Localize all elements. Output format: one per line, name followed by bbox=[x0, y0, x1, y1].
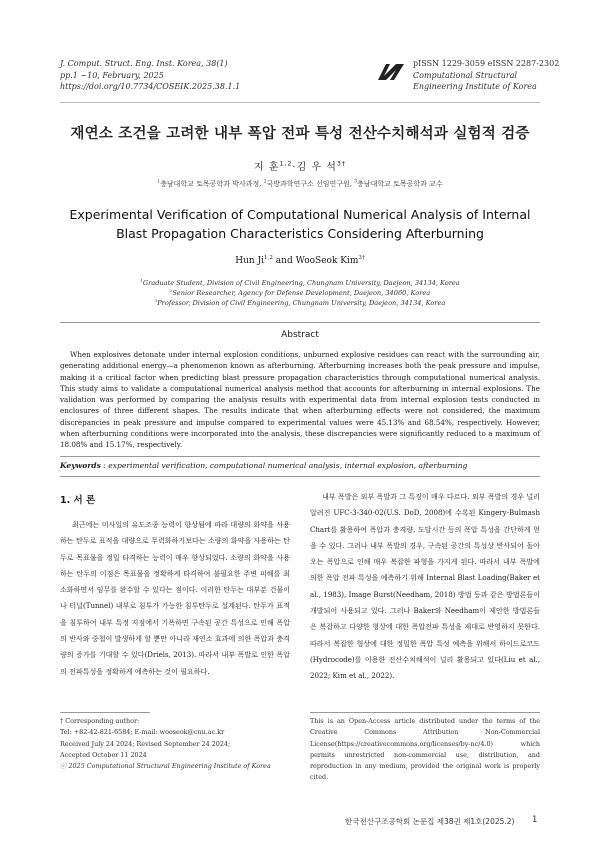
affiliation-2: $^2$Senior Researcher, Agency for Defense Development, Daejeon, 34060, Korea bbox=[169, 287, 431, 297]
contact-info: Tel: +82-42-821-6584; E-mail: wooseok@cnu.ac.kr bbox=[60, 728, 225, 737]
footnote-divider bbox=[60, 712, 150, 713]
keywords-divider-top bbox=[60, 456, 540, 457]
title-english: Experimental Verification of Computational Numerical Analysis of Internal Blast Propagation Characteristics Considering Afterburning bbox=[69, 207, 531, 241]
society-line-2: Engineering Institute of Korea bbox=[413, 82, 537, 91]
keywords-label: Keywords bbox=[60, 461, 101, 470]
society-line-1: Computational Structural bbox=[413, 70, 518, 80]
keywords: Keywords : experimental verification, computational numerical analysis, internal explosion, afterburning bbox=[60, 461, 468, 470]
abstract-heading: Abstract bbox=[281, 330, 319, 340]
society-info bbox=[413, 58, 559, 93]
abstract-divider bbox=[60, 322, 540, 323]
issn: pISSN 1229-3059 eISSN 2287-2302 bbox=[413, 59, 560, 68]
keywords-divider-bottom bbox=[60, 476, 540, 477]
affiliation-1: $^1$Graduate Student, Division of Civil Engineering, Chungnam University, Daejeon, 34134, Korea bbox=[140, 277, 460, 287]
page-number: 1 bbox=[532, 815, 538, 825]
license-notice: This is an Open-Access article distributed under the terms of the Creative Commons Attribution Non-Commercial License(https://creativecommons.org/licenses/by-nc/4.0) which permits unrestricted non-commercial use, distribution, and reproduction in any medium, provided the original work is properly cited. bbox=[310, 717, 540, 782]
authors-korean: 지 훈$^{1,2}$·김 우 석$^{3\dagger}$ bbox=[254, 160, 346, 173]
section-heading: 1. 서 론 bbox=[60, 495, 96, 506]
author-1-ko: 지 훈 bbox=[254, 162, 280, 173]
affiliation-3: $^3$Professor, Division of Civil Engineering, Chungnam University, Daejeon, 34134, Korea bbox=[154, 297, 446, 307]
body-text-left: 최근에는 미사일의 유도조종 능력이 향상됨에 따라 대량의 화약을 사용하는 탄두로 표적을 대량으로 무력화하기보다는 소량의 화약을 사용하는 탄두로 목표물을 정밀 타격하는 능력이 매우 향상되었다. 소량의 화약을 사용하는 탄두의 이점은 목표물을 정확하게 타격하여 불필요한 주변 피해를 최소화하면서 임무를 완수할 수 있다는 점이다. 이러한 탄두는 대부분 건물이나 터널(Tunnel) 내부로 침투가 가능한 침투탄두로 설계된다. 탄두가 표적을 침투하여 내부 특정 지점에서 기폭하면 구속된 공간 특성으로 인해 폭압의 반사와 중첩이 발생하게 할 뿐만 아니라 재연소 효과에 의한 폭압과 충격량의 증가를 기대할 수 있다(Driels, 2013). 따라서 내부 폭발로 인한 폭압의 전파특성을 정확하게 예측하는 것이 필요하다. bbox=[60, 520, 290, 676]
doi-link[interactable]: https://doi.org/10.7734/COSEIK.2025.38.1.1 bbox=[60, 82, 241, 91]
title-korean: 재연소 조건을 고려한 내부 폭압 전파 특성 전산수치해석과 실험적 검증 bbox=[70, 126, 530, 142]
corresponding-footnote: † Corresponding author: Tel: +82-42-821-6584; E-mail: wooseok@cnu.ac.kr Received July 24 2024; Revised September 24 2024; Accepted October 11 2024 ⓒ 2025 Computational Structural Engineering Institute of Korea bbox=[60, 716, 271, 772]
footer-journal: 한국전산구조공학회 논문집 제38권 제1호(2025.2) bbox=[345, 817, 515, 826]
author-2-ko: 김 우 석 bbox=[296, 162, 337, 173]
journal-line-2: pp.1 ~10, February, 2025 bbox=[60, 70, 164, 80]
authors-english: Hun Ji$^{1,2}$ and WooSeok Kim$^{3\dagger}$ bbox=[235, 255, 365, 266]
society-logo-icon bbox=[376, 60, 406, 82]
journal-citation bbox=[60, 58, 240, 93]
body-text-right: 내부 폭발은 외부 폭발과 그 특징이 매우 다르다. 외부 폭발의 경우 널리 알려진 UFC-3-340-02(U.S. DoD, 2008)에 수록된 Kingery-Bulmash Chart를 활용하여 폭압과 충격량, 도달시간 등의 폭압 특성을 간단하게 얻을 수 있다. 그러나 내부 폭발의 경우, 구속된 공간의 특성상 반사되어 돌아오는 폭압으로 인해 매우 복잡한 파형을 가지게 된다. 따라서 내부 폭발에 의한 폭압 전파 특성을 예측하기 위해 Internal Blast Loading(Baker et al., 1983), Image Burst(Needham, 2018) 방법 등과 같은 방법론들이 개발되어 사용되고 있다. 그러나 Baker와 Needham이 제안한 방법론들은 복잡하고 다양한 형상에 대한 폭압전파 특성을 제대로 반영하지 못한다. 따라서 복잡한 형상에 대한 정밀한 폭압 특성 예측을 위해서 하이드로코드(Hydrocode)를 이용한 전산수치해석이 널리 활용되고 있다(Liu et al., 2022; Kim et al., 2022). bbox=[310, 492, 540, 681]
header-divider bbox=[60, 102, 540, 103]
keywords-text: experimental verification, computational numerical analysis, internal explosion, afterburning bbox=[108, 461, 468, 470]
affiliations-english bbox=[40, 278, 560, 308]
license-divider bbox=[310, 712, 540, 713]
journal-line-1: J. Comput. Struct. Eng. Inst. Korea, 38(1) bbox=[60, 59, 228, 68]
affiliations-korean: $^1$충남대학교 토목공학과 박사과정, $^2$국방과학연구소 선임연구원, $^3$충남대학교 토목공학과 교수 bbox=[157, 179, 443, 188]
copyright: ⓒ 2025 Computational Structural Engineering Institute of Korea bbox=[60, 762, 271, 771]
abstract-text: When explosives detonate under internal explosion conditions, unburned explosive residues can react with the surrounding air, generating additional energy—a phenomenon known as afterburning. Afterburning increases both the peak pressure and impulse, making it a critical factor when predicting blast pressure propagation characteristics through computational numerical analysis. This study aims to validate a computational numerical analysis method that accounts for afterburning in internal explosions. The validation was performed by comparing the analysis results with experimental data from internal explosion tests conducted in enclosures of three different shapes. The results indicate that when afterburning effects were not considered, the maximum discrepancies in peak pressure and impulse compared to experimental values were 45.13% and 68.54%, respectively. However, when afterburning conditions were incorporated into the analysis, these discrepancies were significantly reduced to a maximum of 18.08% and 15.17%, respectively. bbox=[60, 350, 540, 450]
